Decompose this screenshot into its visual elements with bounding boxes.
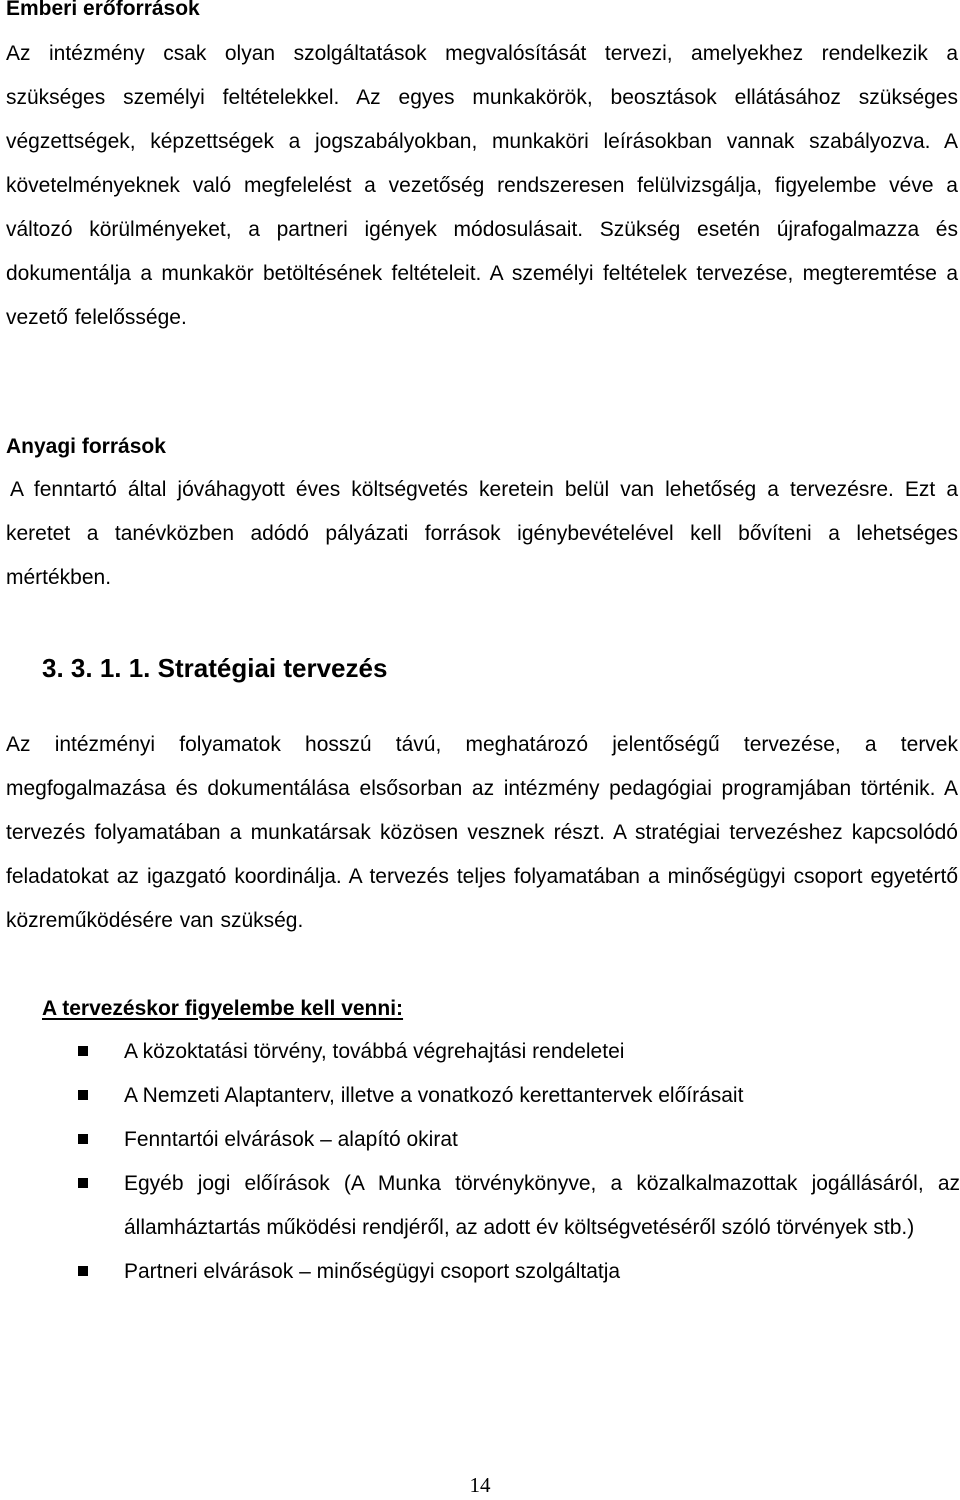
paragraph-human-resources: Az intézmény csak olyan szolgáltatások megvalósítását tervezi, amelyekhez rendelkezik a szükséges személyi feltételekkel. Az egyes munkakörök, beosztások ellátásához szükséges végzettségek, képzettségek a jogszabályokban, munkaköri leírásokban vannak szabályozva. A követelményeknek való megfelelést a vezetőség rendszeresen felülvizsgálja, figyelembe véve a változó körülményeket, a partneri igények módosulásait. Szükség esetén újrafogalmazza és dokumentálja a munkakör betöltésének feltételeit. A személyi feltételek tervezése, megteremtése a vezető felelőssége.	[6, 42, 958, 329]
list-item	[0, 1250, 960, 1294]
paragraph-strategic-planning: Az intézményi folyamatok hosszú távú, meghatározó jelentőségű tervezése, a tervek megfogalmazása és dokumentálása elsősorban az intézmény pedagógiai programjában történik. A tervezés folyamatában a munkatársak közösen vesznek részt. A stratégiai tervezéshez kapcsolódó feladatokat az igazgató koordinálja. A tervezés teljes folyamatában a minőségügyi csoport egyetértő közreműködésére van szükség.	[6, 733, 958, 932]
list-item	[0, 1162, 960, 1250]
square-bullet-icon	[78, 1178, 88, 1188]
list-item	[0, 1118, 960, 1162]
square-bullet-icon	[78, 1046, 88, 1056]
section-number: 3. 3. 1. 1.	[42, 653, 151, 683]
section-heading-strategic-planning	[42, 650, 387, 686]
list-item-text: Fenntartói elvárások – alapító okirat	[124, 1128, 458, 1151]
list-item	[0, 1030, 960, 1074]
considerations-list	[0, 1030, 960, 1294]
list-item-text: Partneri elvárások – minőségügyi csoport szolgáltatja	[124, 1260, 621, 1283]
section-title-human-resources: Emberi erőforrások	[6, 0, 200, 20]
list-item-text: A Nemzeti Alaptanterv, illetve a vonatkozó kerettantervek előírásait	[124, 1084, 744, 1107]
considerations-heading: A tervezéskor figyelembe kell venni:	[42, 997, 404, 1020]
page-number: 14	[469, 1473, 491, 1497]
paragraph-material-resources: A fenntartó által jóváhagyott éves költségvetés keretein belül van lehetőség a tervezésre. Ezt a keretet a tanévközben adódó pályázati források igénybevételével kell bővíteni a lehetséges mértékben.	[6, 478, 958, 589]
section-title: Stratégiai tervezés	[157, 653, 388, 683]
square-bullet-icon	[78, 1266, 88, 1276]
list-item-text: A közoktatási törvény, továbbá végrehajtási rendeletei	[124, 1040, 625, 1063]
list-item-text: Egyéb jogi előírások (A Munka törvénykönyve, a közalkalmazottak jogállásáról, az államháztartás működési rendjéről, az adott év költségvetéséről szóló törvények stb.)	[124, 1172, 960, 1239]
square-bullet-icon	[78, 1134, 88, 1144]
section-title-material-resources: Anyagi források	[6, 435, 166, 458]
list-item	[0, 1074, 960, 1118]
square-bullet-icon	[78, 1090, 88, 1100]
